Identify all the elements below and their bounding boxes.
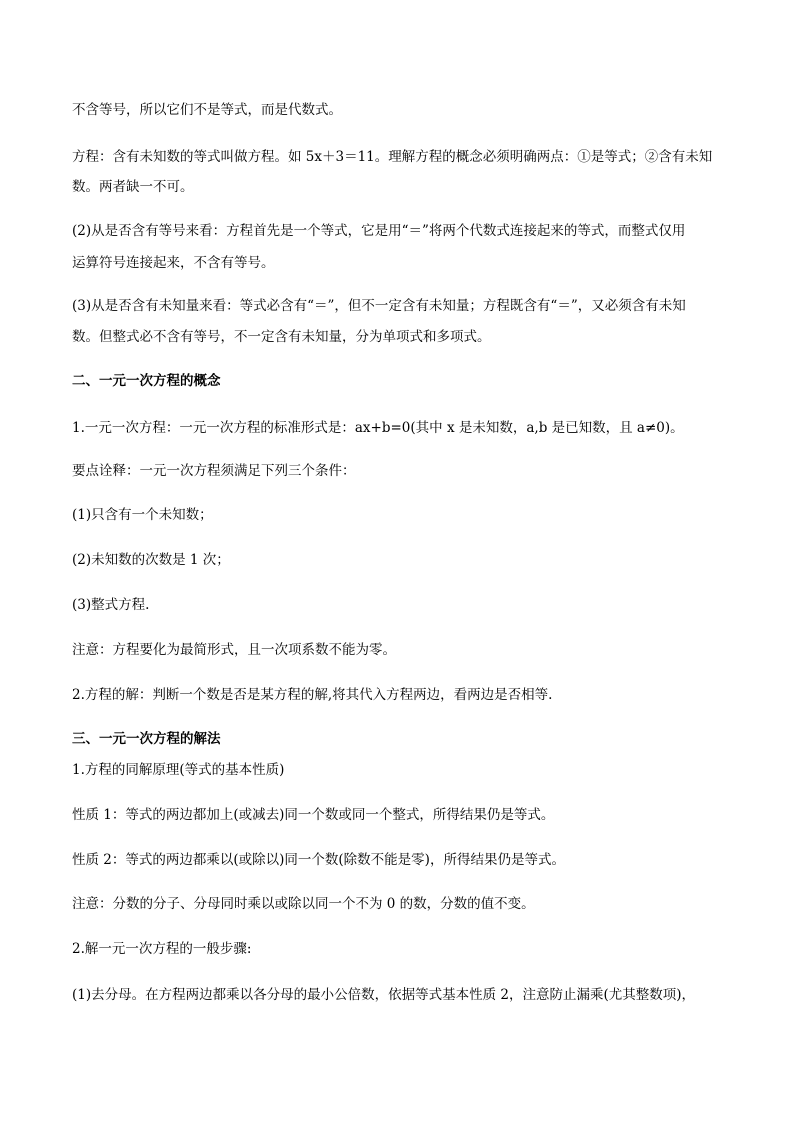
paragraph-line: (3)从是否含有未知量来看：等式必含有“＝”，但不一定含有未知量；方程既含有“＝”，又必须含有未知 [72,298,686,314]
paragraph-line: 2.方程的解：判断一个数是否是某方程的解,将其代入方程两边，看两边是否相等. [72,687,553,703]
section-heading: 二、一元一次方程的概念 [72,373,221,389]
list-item: (1)只含有一个未知数； [72,507,213,523]
paragraph-line: 运算符号连接起来，不含有等号。 [72,255,275,271]
paragraph-line: 数。但整式必不含有等号，不一定含有未知量，分为单项式和多项式。 [72,329,491,345]
paragraph-line: 性质 1：等式的两边都加上(或减去)同一个数或同一个整式，所得结果仍是等式。 [72,807,555,823]
paragraph-line: (1)去分母。在方程两边都乘以各分母的最小公倍数，依据等式基本性质 2，注意防止漏乘(尤其整数项)， [72,987,696,1003]
section-heading: 三、一元一次方程的解法 [72,731,221,747]
paragraph-line: (2)从是否含有等号来看：方程首先是一个等式，它是用“＝”将两个代数式连接起来的等式，而整式仅用 [72,223,686,239]
paragraph-line: 2.解一元一次方程的一般步骤: [72,941,252,957]
paragraph-line: 1.方程的同解原理(等式的基本性质) [72,762,285,778]
paragraph-line: 1.一元一次方程：一元一次方程的标准形式是：ax+b=0(其中 x 是未知数，a,b 是已知数，且 a≠0)。 [72,420,684,436]
paragraph-line: 注意：方程要化为最简形式，且一次项系数不能为零。 [72,642,396,658]
paragraph-line: 方程：含有未知数的等式叫做方程。如 5x＋3＝11。理解方程的概念必须明确两点：①是等式；②含有未知 [72,149,713,165]
paragraph-line: 要点诠释：一元一次方程须满足下列三个条件： [72,463,356,479]
paragraph-line: 不含等号，所以它们不是等式，而是代数式。 [72,102,342,118]
paragraph-line: 注意：分数的分子、分母同时乘以或除以同一个不为 0 的数，分数的值不变。 [72,896,535,912]
paragraph-line: 数。两者缺一不可。 [72,179,194,195]
paragraph-line: 性质 2：等式的两边都乘以(或除以)同一个数(除数不能是零)，所得结果仍是等式。 [72,852,565,868]
list-item: (3)整式方程. [72,597,150,613]
list-item: (2)未知数的次数是 1 次； [72,552,230,568]
